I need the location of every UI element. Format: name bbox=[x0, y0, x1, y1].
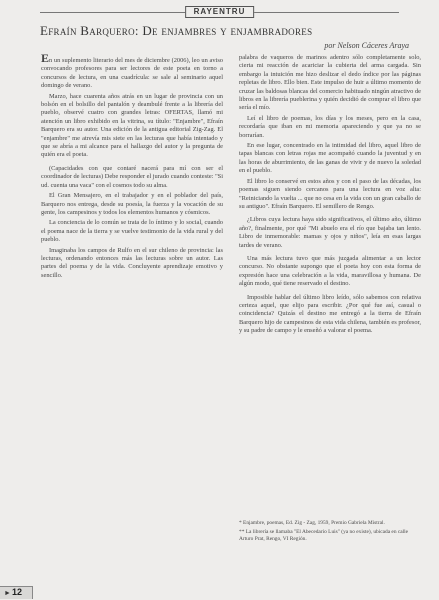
paragraph: El libro lo conservé en estos años y con el paso de las décadas, los poemas siguen siendo cercanos para una lectura en voz alta: "Reiniciando la vuelta ... que no cesa en la vida con un gran caballo de su antiguo". Efraín Barquero. El semillero de Rengo. bbox=[239, 177, 421, 210]
footnote: * Enjambre, poemas, Ed. Zig - Zag, 1959, Premio Gabriela Mistral. bbox=[239, 520, 385, 526]
paragraph: Una más lectura tuvo que más juzgada alimentar a un lector concurso. No obstante supongo que el poeta hoy con esta forma de expresión hace una celebración a la vida, maravillosa y humana. De algún modo, qué tiene reservado el destino. bbox=[239, 254, 421, 288]
triangle-marker-icon: ► bbox=[4, 589, 11, 597]
drop-cap: E bbox=[41, 51, 50, 65]
paragraph: Imposible hablar del último libro leído, sólo sabemos con relativa certeza aquel, que elijo para escribir. ¿Por qué fue así, casual o coincidencia? Quizás el destino me entregó a la tierra de Efraín Barquero hijo de campesinos de esta vida chilena, también es profesor, y su padre de campo y le enseñó a valorar el poema. bbox=[239, 293, 421, 335]
page-number: 12 bbox=[12, 587, 23, 597]
footnote: ** La librería se llamaba "El Abecedario Luis" (ya no existe), ubicada en calle Arturo Prat, Rengo, VI Región. bbox=[239, 529, 409, 542]
paragraph: La conciencia de lo común se trata de lo íntimo y lo social, cuando el poema nace de la tierra y se vuelve testimonio de la vida rural y del pueblo. bbox=[41, 219, 223, 244]
article-byline: por Nelson Cáceres Araya bbox=[324, 41, 409, 50]
article-title: Efraín Barquero: De enjambres y enjambradores bbox=[40, 23, 313, 38]
paragraph: ¿Libros cuya lectura haya sido significativos, el último año, último año?, finalmente, por qué "Mi abuelo era el río que bajaba tan lento. Libro de inmemorable: mamas y ojos y niños", leía en esas largas tardes de verano. bbox=[239, 216, 421, 249]
footnotes bbox=[239, 520, 421, 545]
right-column bbox=[239, 54, 421, 504]
paragraph: En ese lugar, concentrado en la intimidad del libro, aquel libro de tapas blancas con letras rojas me acompañó cuando la juventud y en las horas de aburrimiento, de las ganas de vivir y de nuevo la soledad en el pueblo. bbox=[239, 142, 421, 175]
paragraph: Leí el libro de poemas, los días y los meses, pero en la casa, recordaría que iban en mi memoria apareciendo y que ya no se borrarían. bbox=[239, 114, 421, 139]
paragraph: Marzo, hace cuarenta años atrás en un lugar de provincia con un bolsón en el bolsillo del pantalón y deambulé frente a la librería del pueblo, observé cuatro con grandes letras: OFERTAS, llamó mi atención un libro exhibido en la vitrina, su título: "Enjambre", Efraín Barquero era su autor. Una edición de la antigua editorial Zig-Zag. El "enjambre" me atrevía mis siete en las lecturas que había intentado y que se abría a mi alcance para el hallazgo del autor y la pregunta de quién era el poeta. bbox=[41, 92, 223, 159]
paragraph: palabra de vaqueros de marinos adentro sólo completamente solo, cierta mi reacción de acariciar la cubierta del arma cargada. Sin embargo la intuición me hizo deslizar el dedo índice por las páginas repletas de libro. Ello bien. Este impulso de huir a último momento de cruzar las baldosas blancas del comercio habituado ningún atractivo de libros en la librería pueblerina y quién decidió de comprar el libro que sería el mío. bbox=[239, 54, 421, 112]
running-header bbox=[40, 6, 399, 18]
left-column bbox=[41, 51, 224, 584]
section-label: RAYENTRU bbox=[185, 6, 255, 18]
paragraph: Imaginaba los campos de Rulfo en el sur chileno de provincia: las lecturas, ordenando entonces más las lecturas sobre un autor. Las partes del poema y de la vida. Concluyente aprendizaje emotivo y sencillo. bbox=[41, 246, 223, 279]
paragraph: En un suplemento literario del mes de diciembre (2006), leo un aviso convocando profesores para ser lectores de este poeta en torno a concursos de lectura, en una cuadrícula: se sale al seminario aquel domingo de verano. bbox=[41, 51, 223, 90]
paragraph: El Gran Mensajero, en el trabajador y en el poblador del país, Barquero nos entrega, desde su poesía, la fuerza y la vocación de su gente, los campesinos y todos los elementos humanos y cósmicos. bbox=[41, 192, 223, 216]
paragraph: (Capacidades con que contaré nacerá para mí con ser el coordinador de lecturas) Debe responder el jurado cuando conteste: "Si ud. cuenta una vaca" con el cosmos todo su alma. bbox=[41, 164, 224, 189]
